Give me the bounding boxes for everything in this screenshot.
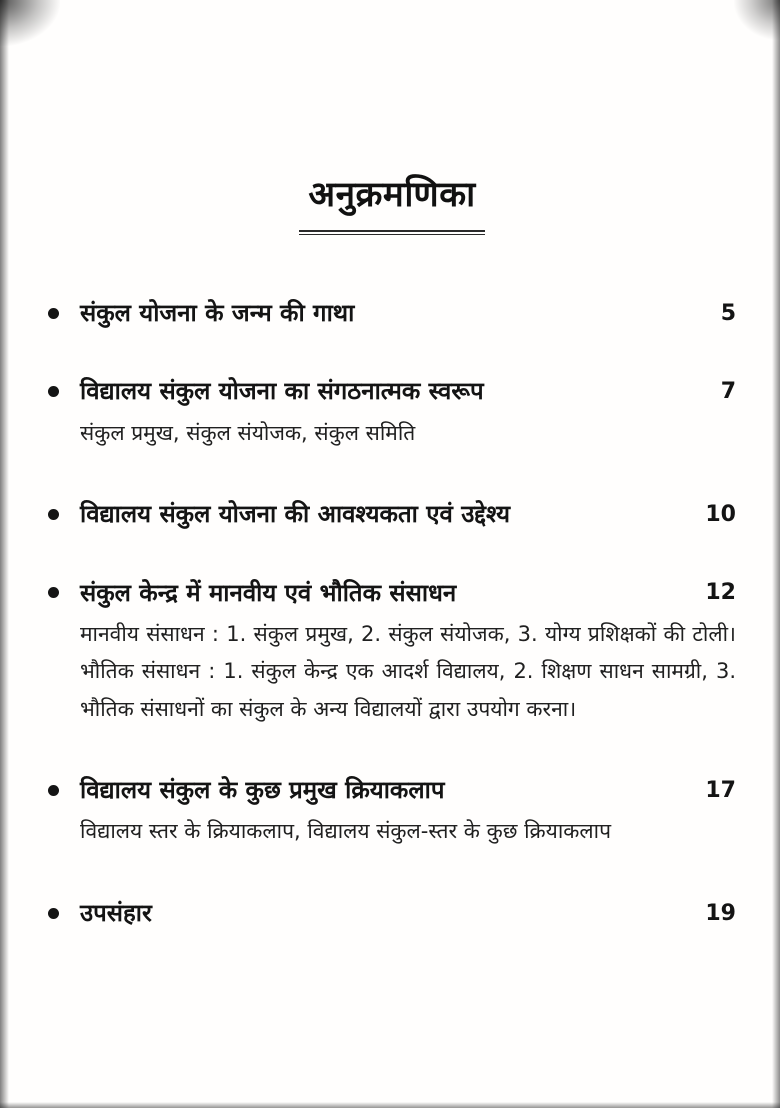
toc-entry-row xyxy=(48,498,736,530)
toc-entry-title: संकुल केन्द्र में मानवीय एवं भौतिक संसाधन xyxy=(80,578,457,607)
toc-entry-title: विद्यालय संकुल योजना का संगठनात्मक स्वरूप xyxy=(80,377,484,406)
bullet-icon xyxy=(48,509,59,520)
toc-entry xyxy=(48,774,736,851)
toc-entry xyxy=(48,375,736,452)
toc-entry-subtitle: विद्यालय स्तर के क्रियाकलाप, विद्यालय संकुल-स्तर के कुछ क्रियाकलाप xyxy=(80,819,612,844)
toc-entry-title: संकुल योजना के जन्म की गाथा xyxy=(80,299,355,327)
title-underline-divider xyxy=(299,230,485,235)
toc-entry-row xyxy=(48,577,736,609)
toc-entry-row xyxy=(48,897,736,929)
scan-edge-left xyxy=(0,0,9,1108)
scan-edge-right xyxy=(772,0,780,1108)
bullet-icon xyxy=(48,908,59,919)
toc-entry-page-number: 12 xyxy=(705,580,736,606)
toc-entry-title: उपसंहार xyxy=(80,898,152,927)
bullet-icon xyxy=(48,386,59,397)
page-title: अनुक्रमणिका xyxy=(308,175,476,215)
toc-entry xyxy=(48,297,736,329)
toc-entry-page-number: 10 xyxy=(705,501,736,527)
toc-entry-title: विद्यालय संकुल के कुछ प्रमुख क्रियाकलाप xyxy=(80,776,445,805)
toc-entry-page-number: 19 xyxy=(705,900,736,926)
scan-corner-top-left xyxy=(0,0,60,46)
bullet-icon xyxy=(48,785,59,796)
toc-entry-page-number: 7 xyxy=(720,379,736,405)
toc-entry-page-number: 5 xyxy=(720,300,736,326)
toc-entry-row xyxy=(48,375,736,407)
toc-entry-subtitle: मानवीय संसाधन : 1. संकुल प्रमुख, 2. संकुल संयोजक, 3. योग्य प्रशिक्षकों की टोली। भौतिक संसाधन : 1. संकुल केन्द्र एक आदर्श विद्यालय, 2. शिक्षण साधन सामग्री, 3. भौतिक संसाधनों का संकुल के अन्य विद्यालयों द्वारा उपयोग करना। xyxy=(80,621,736,721)
toc-entry xyxy=(48,897,736,929)
scan-corner-top-right xyxy=(734,0,780,40)
bullet-icon xyxy=(48,308,59,319)
toc-entry-row xyxy=(48,774,736,806)
toc-entry-subtitle: संकुल प्रमुख, संकुल संयोजक, संकुल समिति xyxy=(80,420,416,445)
toc-entry-row xyxy=(48,297,736,329)
toc-list xyxy=(48,297,736,929)
title-block xyxy=(48,170,736,235)
toc-entry xyxy=(48,577,736,729)
toc-entry-title: विद्यालय संकुल योजना की आवश्यकता एवं उद्देश्य xyxy=(80,500,511,529)
bullet-icon xyxy=(48,587,59,598)
scan-edge-bottom xyxy=(0,1102,780,1108)
toc-entry-page-number: 17 xyxy=(705,777,736,803)
toc-entry xyxy=(48,498,736,530)
